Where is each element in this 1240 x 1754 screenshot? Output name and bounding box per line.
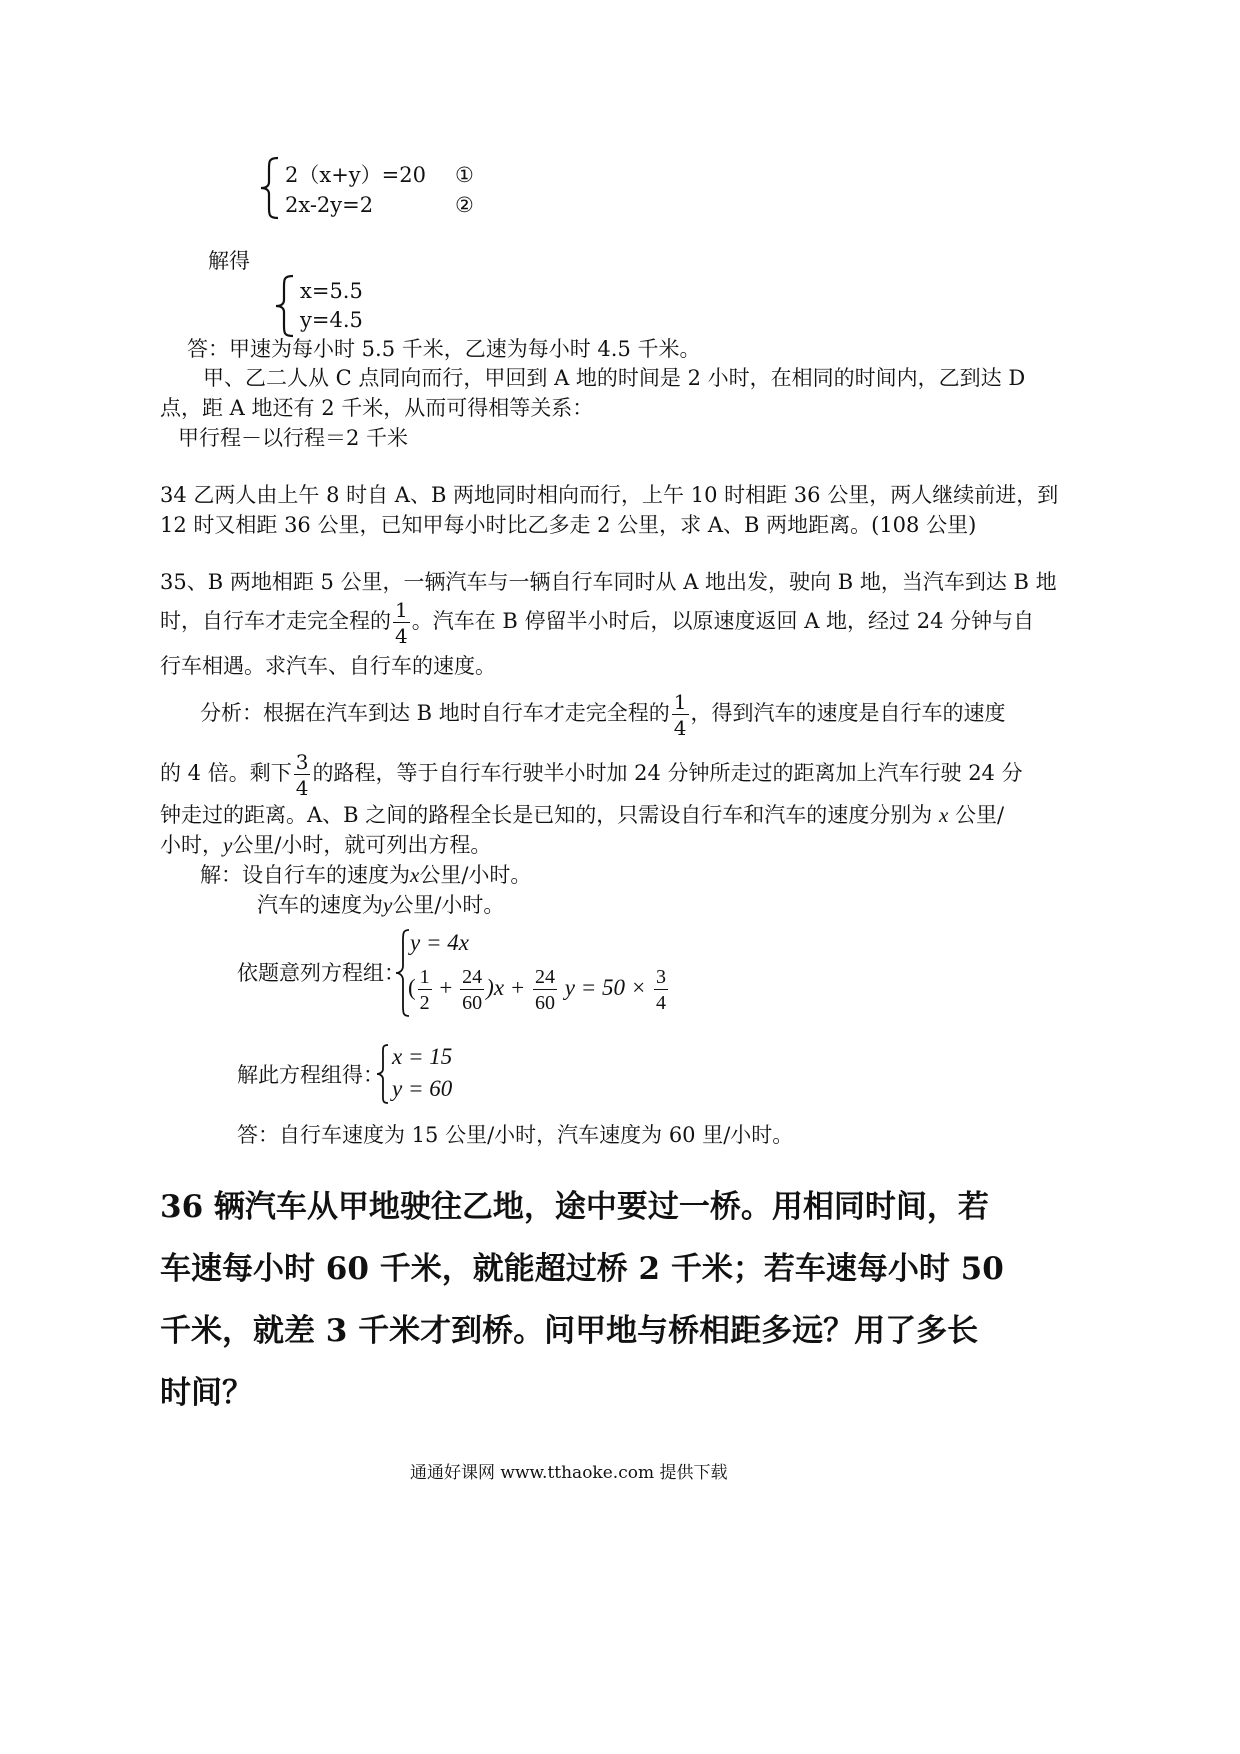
solution-text-d: 公里/小时。 (392, 893, 505, 917)
solution-text-b: 公里/小时。 (419, 863, 532, 887)
fraction-one-quarter-2 (672, 689, 689, 740)
answer-2: 答：自行车速度为 15 公里/小时，汽车速度为 60 里/小时。 (237, 1123, 794, 1147)
fraction-denominator: 4 (656, 991, 667, 1014)
fraction-denominator: 60 (535, 991, 556, 1014)
analysis-2-line-4 (160, 830, 491, 860)
variable-x: x (410, 863, 420, 887)
question-35-text-a: 时，自行车才走完全程的 (160, 609, 391, 633)
analysis-2-line-3 (160, 800, 1004, 830)
solved-label: 解此方程组得： (237, 1063, 384, 1087)
solved-y: y = 60 (392, 1076, 453, 1101)
system-equation-2 (408, 963, 670, 1013)
analysis-2-text-e: 钟走过的距离。A、B 之间的路程全长是已知的，只需设自行车和汽车的速度分别为 (160, 803, 933, 827)
system-term-x: )x + (486, 975, 526, 1000)
solution-line-1 (200, 860, 531, 890)
analysis-2-line-2 (160, 750, 1023, 798)
fraction-24-60-b (533, 967, 557, 1013)
equation-line-1: 2（x+y）=20 (285, 163, 426, 187)
analysis-1-line-1: 甲、乙二人从 C 点同向而行，甲回到 A 地的时间是 2 小时，在相同的时间内，乙到达 D (203, 366, 1026, 390)
answer-1: 答：甲速为每小时 5.5 千米，乙速为每小时 4.5 千米。 (187, 337, 701, 361)
fraction-numerator: 24 (535, 965, 556, 988)
variable-x: x (938, 803, 949, 827)
fraction-numerator: 1 (395, 597, 408, 622)
fraction-denominator: 4 (395, 623, 408, 648)
solve-label: 解得 (208, 249, 250, 273)
footer-credit: 通通好课网 www.tthaoke.com 提供下载 (410, 1463, 728, 1483)
fraction-numerator: 3 (295, 749, 309, 774)
fraction-one-quarter (393, 597, 410, 648)
variable-y: y (383, 893, 393, 917)
brace-left-solution2 (375, 1043, 391, 1105)
question-36-line-2: 车速每小时 60 千米，就能超过桥 2 千米；若车速每小时 50 (160, 1251, 1004, 1287)
question-35-line-1: 35、B 两地相距 5 公里，一辆汽车与一辆自行车同时从 A 地出发，驶向 B 地，当汽车到达 B 地 (160, 570, 1057, 594)
fraction-denominator: 2 (419, 991, 430, 1014)
fraction-24-60 (460, 967, 484, 1013)
equation-line-2: 2x-2y=2 (285, 193, 374, 217)
system-term-y: y = 50 × (564, 975, 647, 1000)
fraction-three-quarters-b (654, 967, 668, 1013)
solved-x: x = 15 (392, 1044, 453, 1069)
plus-sign: + (439, 975, 453, 1000)
question-34-line-2: 12 时又相距 36 公里，已知甲每小时比乙多走 2 公里，求 A、B 两地距离。(108 公里) (160, 513, 977, 537)
fraction-denominator: 60 (462, 991, 483, 1014)
fraction-denominator: 4 (295, 775, 309, 800)
solution-text-c: 汽车的速度为 (257, 893, 383, 917)
analysis-2-text-d: 的路程，等于自行车行驶半小时加 24 分钟所走过的距离加上汽车行驶 24 分 (312, 761, 1023, 785)
fraction-numerator: 1 (673, 689, 687, 714)
fraction-numerator: 24 (462, 965, 483, 988)
analysis-2-line-1 (200, 690, 1006, 738)
variable-y: y (223, 833, 233, 857)
fraction-three-quarters (294, 749, 311, 800)
paren-open: ( (408, 975, 416, 1000)
system-equation-1: y = 4x (410, 930, 469, 955)
analysis-2-text-f: 小时， (160, 833, 223, 857)
solution-y: y=4.5 (300, 308, 363, 332)
fraction-half (418, 967, 432, 1013)
brace-left-eq1 (258, 156, 282, 220)
brace-left-solution1 (273, 274, 297, 338)
fraction-denominator: 4 (673, 715, 687, 740)
solution-x: x=5.5 (300, 279, 363, 303)
question-35-text-b: 。汽车在 B 停留半小时后，以原速度返回 A 地，经过 24 分钟与自 (411, 609, 1035, 633)
solution-text-a: 解：设自行车的速度为 (200, 863, 410, 887)
fraction-numerator: 1 (419, 965, 430, 988)
question-36-line-4: 时间？ (160, 1375, 253, 1411)
analysis-2-text-b: ，得到汽车的速度是自行车的速度 (690, 701, 1006, 725)
equation-marker-1: ① (455, 163, 474, 187)
analysis-2-text-c: 的 4 倍。剩下 (160, 761, 292, 785)
question-36-line-1: 36 辆汽车从甲地驶往乙地，途中要过一桥。用相同时间，若 (160, 1189, 989, 1225)
question-35-line-2 (160, 598, 1034, 646)
analysis-1-line-2: 点，距 A 地还有 2 千米，从而可得相等关系： (160, 396, 594, 420)
fraction-numerator: 3 (656, 965, 667, 988)
equation-marker-2: ② (455, 193, 474, 217)
unit-text: 公里/ (954, 803, 1005, 827)
question-36-line-3: 千米，就差 3 千米才到桥。问甲地与桥相距多远？用了多长 (160, 1313, 979, 1349)
analysis-1-line-3: 甲行程－以行程＝2 千米 (178, 426, 409, 450)
analysis-2-text-a: 分析：根据在汽车到达 B 地时自行车才走完全程的 (200, 701, 670, 725)
question-35-line-3: 行车相遇。求汽车、自行车的速度。 (160, 654, 496, 678)
solution-line-2 (257, 890, 504, 920)
question-34-line-1: 34 乙两人由上午 8 时自 A、B 两地同时相向而行，上午 10 时相距 36 公里，两人继续前进，到 (160, 483, 1059, 507)
analysis-2-text-g: 公里/小时，就可列出方程。 (232, 833, 492, 857)
system-label: 依题意列方程组： (237, 961, 405, 985)
